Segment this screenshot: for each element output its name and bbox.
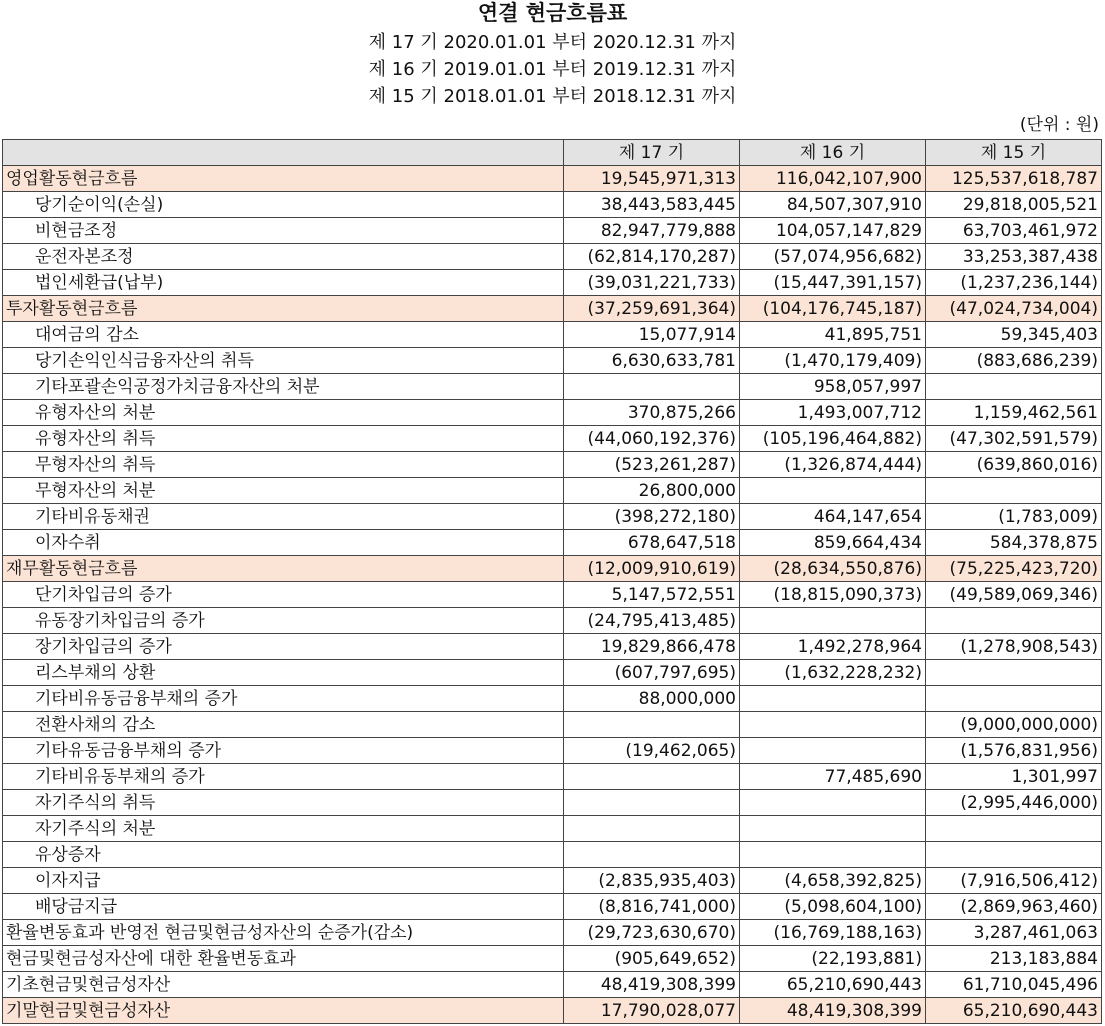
value-cell-period-17: 5,147,572,551 (564, 582, 740, 608)
value-cell-period-15 (926, 816, 1102, 842)
value-cell-period-16: 48,419,308,399 (740, 998, 926, 1024)
value-cell-period-15: 59,345,403 (926, 322, 1102, 348)
value-cell-period-17: 6,630,633,781 (564, 348, 740, 374)
row-label: 운전자본조정 (3, 244, 564, 270)
header-cell-period-17: 제 17 기 (564, 140, 740, 166)
table-row (3, 660, 1102, 686)
value-cell-period-15 (926, 686, 1102, 712)
value-cell-period-15: 584,378,875 (926, 530, 1102, 556)
value-cell-period-15 (926, 478, 1102, 504)
table-row (3, 478, 1102, 504)
value-cell-period-17: (29,723,630,670) (564, 920, 740, 946)
period-line-17: 제 17 기 2020.01.01 부터 2020.12.31 까지 (368, 32, 737, 53)
value-cell-period-17: 82,947,779,888 (564, 218, 740, 244)
value-cell-period-17: 19,829,866,478 (564, 634, 740, 660)
table-row (3, 634, 1102, 660)
value-cell-period-16 (740, 608, 926, 634)
value-cell-period-16: (22,193,881) (740, 946, 926, 972)
row-label: 배당금지급 (3, 894, 564, 920)
row-label: 당기손익인식금융자산의 취득 (3, 348, 564, 374)
value-cell-period-15: (47,302,591,579) (926, 426, 1102, 452)
value-cell-period-17: 15,077,914 (564, 322, 740, 348)
value-cell-period-16: (104,176,745,187) (740, 296, 926, 322)
row-label: 이자수취 (3, 530, 564, 556)
value-cell-period-15 (926, 374, 1102, 400)
value-cell-period-16: (57,074,956,682) (740, 244, 926, 270)
row-label: 기말현금및현금성자산 (3, 998, 564, 1024)
table-row (3, 582, 1102, 608)
value-cell-period-15: (1,237,236,144) (926, 270, 1102, 296)
row-label: 비현금조정 (3, 218, 564, 244)
table-row (3, 530, 1102, 556)
row-label: 투자활동현금흐름 (3, 296, 564, 322)
value-cell-period-15: 29,818,005,521 (926, 192, 1102, 218)
row-label: 전환사채의 감소 (3, 712, 564, 738)
value-cell-period-16: (18,815,090,373) (740, 582, 926, 608)
value-cell-period-15: 3,287,461,063 (926, 920, 1102, 946)
value-cell-period-17: (905,649,652) (564, 946, 740, 972)
table-row (3, 218, 1102, 244)
value-cell-period-16: (15,447,391,157) (740, 270, 926, 296)
value-cell-period-16: 116,042,107,900 (740, 166, 926, 192)
table-row (3, 816, 1102, 842)
value-cell-period-15: (7,916,506,412) (926, 868, 1102, 894)
value-cell-period-16: 104,057,147,829 (740, 218, 926, 244)
row-label: 자기주식의 처분 (3, 816, 564, 842)
row-label: 자기주식의 취득 (3, 790, 564, 816)
value-cell-period-15: 1,159,462,561 (926, 400, 1102, 426)
value-cell-period-16 (740, 816, 926, 842)
document-title: 연결 현금흐름표 (477, 0, 628, 25)
value-cell-period-17: 17,790,028,077 (564, 998, 740, 1024)
value-cell-period-17: (523,261,287) (564, 452, 740, 478)
row-label: 기타비유동부채의 증가 (3, 764, 564, 790)
value-cell-period-15 (926, 660, 1102, 686)
value-cell-period-15: 65,210,690,443 (926, 998, 1102, 1024)
value-cell-period-17: 26,800,000 (564, 478, 740, 504)
value-cell-period-17: 370,875,266 (564, 400, 740, 426)
row-label: 기타유동금융부채의 증가 (3, 738, 564, 764)
value-cell-period-15: 125,537,618,787 (926, 166, 1102, 192)
table-row (3, 192, 1102, 218)
value-cell-period-17: 38,443,583,445 (564, 192, 740, 218)
value-cell-period-16: 1,492,278,964 (740, 634, 926, 660)
value-cell-period-15: (49,589,069,346) (926, 582, 1102, 608)
row-label: 재무활동현금흐름 (3, 556, 564, 582)
value-cell-period-16: (16,769,188,163) (740, 920, 926, 946)
value-cell-period-15: 61,710,045,496 (926, 972, 1102, 998)
value-cell-period-16: 41,895,751 (740, 322, 926, 348)
value-cell-period-16: (5,098,604,100) (740, 894, 926, 920)
table-row-section (3, 166, 1102, 192)
table-row-section (3, 296, 1102, 322)
value-cell-period-17: (39,031,221,733) (564, 270, 740, 296)
table-row (3, 504, 1102, 530)
value-cell-period-17 (564, 790, 740, 816)
row-label: 기초현금및현금성자산 (3, 972, 564, 998)
table-header-row (3, 140, 1102, 166)
value-cell-period-16 (740, 712, 926, 738)
value-cell-period-15: (883,686,239) (926, 348, 1102, 374)
value-cell-period-15: 33,253,387,438 (926, 244, 1102, 270)
value-cell-period-15: (9,000,000,000) (926, 712, 1102, 738)
row-label: 유동장기차입금의 증가 (3, 608, 564, 634)
value-cell-period-17 (564, 816, 740, 842)
row-label: 리스부채의 상환 (3, 660, 564, 686)
value-cell-period-17: (19,462,065) (564, 738, 740, 764)
value-cell-period-17 (564, 712, 740, 738)
value-cell-period-17 (564, 764, 740, 790)
value-cell-period-16: 65,210,690,443 (740, 972, 926, 998)
value-cell-period-17 (564, 374, 740, 400)
value-cell-period-16: (28,634,550,876) (740, 556, 926, 582)
value-cell-period-15: (47,024,734,004) (926, 296, 1102, 322)
row-label: 장기차입금의 증가 (3, 634, 564, 660)
value-cell-period-16 (740, 842, 926, 868)
table-row (3, 738, 1102, 764)
value-cell-period-17: (24,795,413,485) (564, 608, 740, 634)
table-row (3, 374, 1102, 400)
value-cell-period-16: (105,196,464,882) (740, 426, 926, 452)
table-row (3, 244, 1102, 270)
value-cell-period-15: (1,278,908,543) (926, 634, 1102, 660)
value-cell-period-17: (398,272,180) (564, 504, 740, 530)
table-row (3, 972, 1102, 998)
unit-label: (단위 : 원) (1019, 115, 1099, 135)
table-row (3, 764, 1102, 790)
row-label: 기타비유동채권 (3, 504, 564, 530)
value-cell-period-15: (639,860,016) (926, 452, 1102, 478)
value-cell-period-17: (8,816,741,000) (564, 894, 740, 920)
value-cell-period-17: 88,000,000 (564, 686, 740, 712)
value-cell-period-16: (4,658,392,825) (740, 868, 926, 894)
row-label: 이자지급 (3, 868, 564, 894)
value-cell-period-15: 213,183,884 (926, 946, 1102, 972)
row-label: 당기순이익(손실) (3, 192, 564, 218)
row-label: 영업활동현금흐름 (3, 166, 564, 192)
value-cell-period-16 (740, 478, 926, 504)
value-cell-period-17: (37,259,691,364) (564, 296, 740, 322)
table-row-section (3, 998, 1102, 1024)
row-label: 기타포괄손익공정가치금융자산의 처분 (3, 374, 564, 400)
row-label: 무형자산의 취득 (3, 452, 564, 478)
table-row (3, 920, 1102, 946)
value-cell-period-17: 678,647,518 (564, 530, 740, 556)
row-label: 단기차입금의 증가 (3, 582, 564, 608)
value-cell-period-16: 859,664,434 (740, 530, 926, 556)
value-cell-period-15 (926, 842, 1102, 868)
value-cell-period-17: 19,545,971,313 (564, 166, 740, 192)
table-row (3, 452, 1102, 478)
period-line-15: 제 15 기 2018.01.01 부터 2018.12.31 까지 (368, 86, 737, 107)
row-label: 기타비유동금융부채의 증가 (3, 686, 564, 712)
value-cell-period-16 (740, 738, 926, 764)
table-row (3, 270, 1102, 296)
row-label: 유형자산의 처분 (3, 400, 564, 426)
table-row (3, 686, 1102, 712)
row-label: 법인세환급(납부) (3, 270, 564, 296)
value-cell-period-15 (926, 608, 1102, 634)
table-row (3, 608, 1102, 634)
table-row (3, 946, 1102, 972)
value-cell-period-15: 1,301,997 (926, 764, 1102, 790)
value-cell-period-17 (564, 842, 740, 868)
value-cell-period-16: 84,507,307,910 (740, 192, 926, 218)
value-cell-period-15: (1,783,009) (926, 504, 1102, 530)
value-cell-period-15: (2,995,446,000) (926, 790, 1102, 816)
row-label: 현금및현금성자산에 대한 환율변동효과 (3, 946, 564, 972)
table-row (3, 894, 1102, 920)
value-cell-period-16: (1,326,874,444) (740, 452, 926, 478)
header-cell-period-16: 제 16 기 (740, 140, 926, 166)
value-cell-period-15: (75,225,423,720) (926, 556, 1102, 582)
value-cell-period-17: (12,009,910,619) (564, 556, 740, 582)
table-row-section (3, 556, 1102, 582)
table-row (3, 322, 1102, 348)
value-cell-period-15: (1,576,831,956) (926, 738, 1102, 764)
table-row (3, 400, 1102, 426)
value-cell-period-16: (1,632,228,232) (740, 660, 926, 686)
value-cell-period-17: (62,814,170,287) (564, 244, 740, 270)
cash-flow-table (2, 139, 1102, 1024)
table-row (3, 868, 1102, 894)
header-cell-label (3, 140, 564, 166)
cash-flow-table-body (3, 140, 1102, 1024)
table-row (3, 842, 1102, 868)
value-cell-period-15: 63,703,461,972 (926, 218, 1102, 244)
row-label: 환율변동효과 반영전 현금및현금성자산의 순증가(감소) (3, 920, 564, 946)
value-cell-period-16 (740, 686, 926, 712)
table-row (3, 348, 1102, 374)
value-cell-period-15: (2,869,963,460) (926, 894, 1102, 920)
value-cell-period-16: 1,493,007,712 (740, 400, 926, 426)
value-cell-period-17: 48,419,308,399 (564, 972, 740, 998)
value-cell-period-17: (2,835,935,403) (564, 868, 740, 894)
row-label: 대여금의 감소 (3, 322, 564, 348)
period-line-16: 제 16 기 2019.01.01 부터 2019.12.31 까지 (368, 59, 737, 80)
value-cell-period-16 (740, 790, 926, 816)
table-row (3, 790, 1102, 816)
value-cell-period-16: 464,147,654 (740, 504, 926, 530)
value-cell-period-17: (44,060,192,376) (564, 426, 740, 452)
row-label: 유형자산의 취득 (3, 426, 564, 452)
header-cell-period-15: 제 15 기 (926, 140, 1102, 166)
table-row (3, 712, 1102, 738)
row-label: 유상증자 (3, 842, 564, 868)
row-label: 무형자산의 처분 (3, 478, 564, 504)
value-cell-period-16: 77,485,690 (740, 764, 926, 790)
value-cell-period-16: (1,470,179,409) (740, 348, 926, 374)
value-cell-period-16: 958,057,997 (740, 374, 926, 400)
value-cell-period-17: (607,797,695) (564, 660, 740, 686)
table-row (3, 426, 1102, 452)
